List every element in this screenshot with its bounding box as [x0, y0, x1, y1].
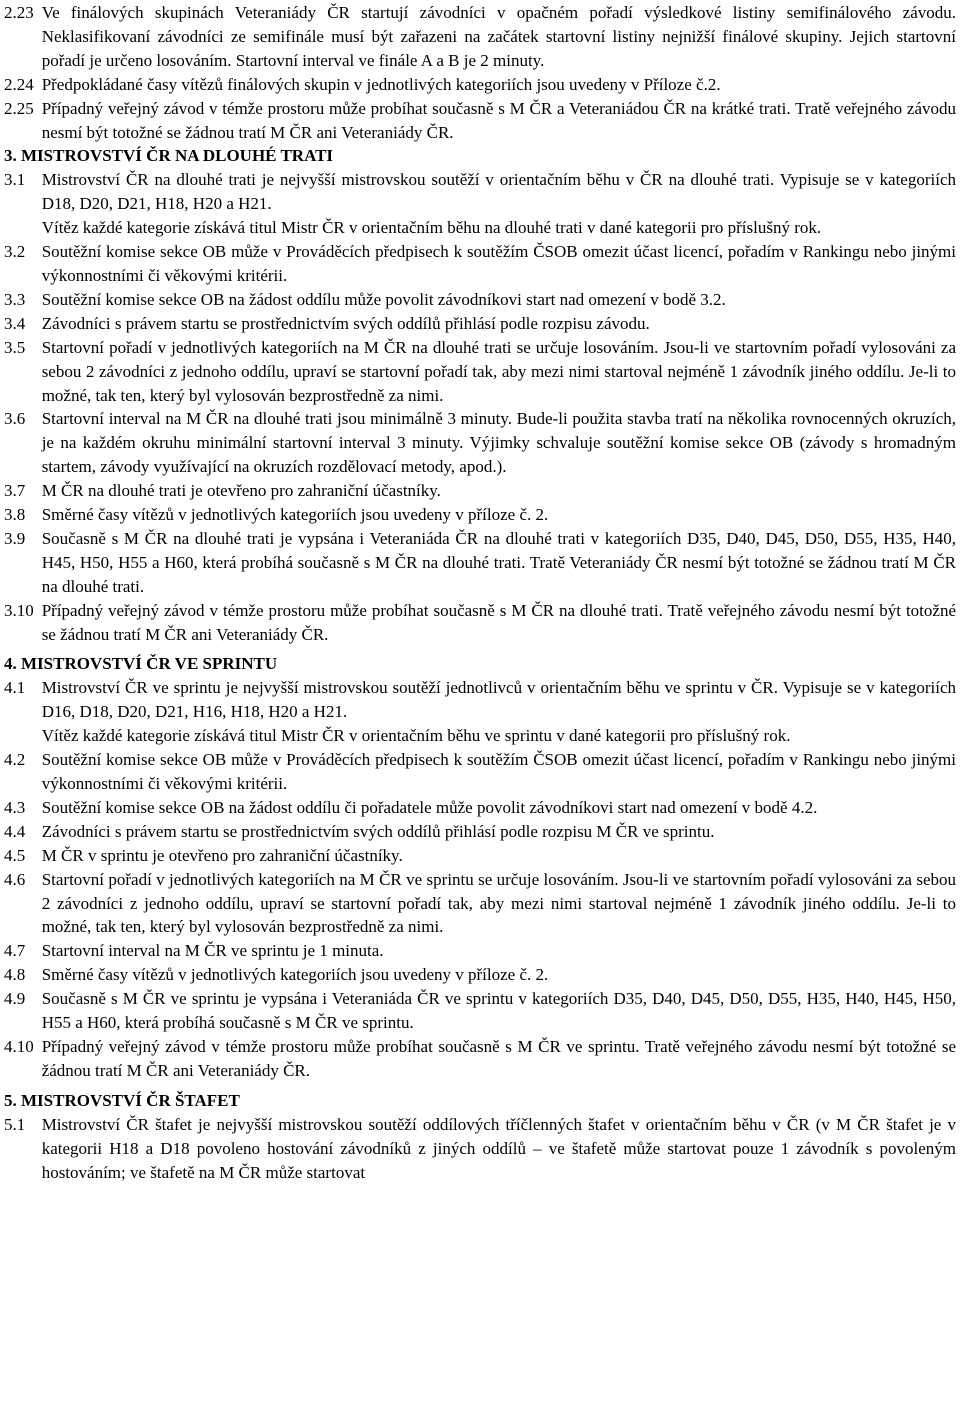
item-number: 4.10 [4, 1036, 34, 1056]
para-3-3 [4, 288, 956, 312]
item-number: 4.5 [4, 845, 26, 865]
para-2-24 [4, 73, 956, 97]
item-text: Soutěžní komise sekce OB na žádost oddílu může povolit závodníkovi start nad omezení v bodě 3.2. [41, 289, 726, 309]
item-number: 3.10 [4, 600, 34, 620]
item-number: 3.4 [4, 313, 26, 333]
item-text: Soutěžní komise sekce OB na žádost oddílu či pořadatele může povolit závodníkovi start nad omezení v bodě 4.2. [41, 797, 818, 817]
item-text: M ČR v sprintu je otevřeno pro zahraniční účastníky. [41, 845, 403, 865]
item-number: 3.9 [4, 528, 26, 548]
para-2-23 [4, 1, 956, 73]
para-3-6 [4, 407, 956, 479]
item-number: 4.6 [4, 869, 26, 889]
item-number: 4.4 [4, 821, 26, 841]
item-text: Soutěžní komise sekce OB může v Prováděcích předpisech k soutěžím ČSOB omezit účast licencí, pořadím v Rankingu nebo jinými výkonnostními či věkovými kritérii. [41, 242, 956, 285]
item-text: Případný veřejný závod v témže prostoru může probíhat současně s M ČR a Veteraniádou ČR na krátké trati. Tratě veřejného závodu nesmí být totožné se žádnou tratí M ČR ani Veteraniády ČR. [41, 98, 956, 142]
item-number: 3.1 [4, 170, 26, 190]
item-number: 3.6 [4, 409, 26, 429]
para-4-2 [4, 748, 956, 796]
para-3-2 [4, 240, 956, 288]
item-text: Směrné časy vítězů v jednotlivých kategoriích jsou uvedeny v příloze č. 2. [41, 965, 549, 985]
para-3-7 [4, 479, 956, 503]
para-4-1-continuation: Vítěz každé kategorie získává titul Mistr ČR v orientačním běhu ve sprintu v dané kategorii pro příslušný rok. [41, 726, 791, 746]
item-number: 3.5 [4, 337, 26, 357]
item-number: 2.23 [4, 3, 34, 22]
para-3-4 [4, 312, 956, 336]
item-number: 4.7 [4, 941, 26, 961]
para-3-5 [4, 336, 956, 408]
para-4-10 [4, 1035, 956, 1083]
item-number: 2.25 [4, 98, 34, 118]
section-heading-5: 5. MISTROVSTVÍ ČR ŠTAFET [4, 1090, 240, 1110]
para-4-6 [4, 868, 956, 940]
section-heading-3: 3. MISTROVSTVÍ ČR NA DLOUHÉ TRATI [4, 146, 334, 166]
para-2-25 [4, 97, 956, 145]
item-text: Současně s M ČR na dlouhé trati je vypsána i Veteraniáda ČR na dlouhé trati v kategoriích D35, D40, D45, D50, D55, H35, H40, H45, H50, H55 a H60, která probíhá současně s M ČR na dlouhé trati. Tratě Veteraniády ČR nesmí být totožné se žádnou tratí M ČR na dlouhé trati. [41, 528, 956, 596]
item-number: 3.2 [4, 242, 26, 262]
item-text: Mistrovství ČR ve sprintu je nejvyšší mistrovskou soutěží jednotlivců v orientačním běhu ve sprintu v ČR. Vypisuje se v kategoriích D16, D18, D20, D21, H16, H18, H20 a H21. [41, 678, 956, 722]
para-3-10 [4, 599, 956, 647]
item-text: Soutěžní komise sekce OB může v Prováděcích předpisech k soutěžím ČSOB omezit účast licencí, pořadím v Rankingu nebo jinými výkonnostními či věkovými kritérii. [41, 750, 956, 793]
item-text: Případný veřejný závod v témže prostoru může probíhat současně s M ČR na dlouhé trati. Tratě veřejného závodu nesmí být totožné se žádnou tratí M ČR ani Veteraniády ČR. [41, 600, 956, 644]
para-4-9 [4, 987, 956, 1035]
item-text: Případný veřejný závod v témže prostoru může probíhat současně s M ČR ve sprintu. Tratě veřejného závodu nesmí být totožné se žádnou tratí M ČR ani Veteraniády ČR. [41, 1036, 956, 1080]
item-number: 4.9 [4, 989, 26, 1009]
item-text: Startovní interval na M ČR ve sprintu je 1 minuta. [41, 941, 384, 961]
para-3-1-continuation: Vítěz každé kategorie získává titul Mistr ČR v orientačním běhu na dlouhé trati v dané kategorii pro příslušný rok. [41, 218, 822, 238]
item-text: Startovní interval na M ČR na dlouhé trati jsou minimálně 3 minuty. Bude-li použita stavba tratí na několika rovnocenných okruzích, je na každém okruhu minimální startovní interval 3 minuty. Výjimky schvaluje soutěžní komise sekce OB (závody s hromadným startem, závody využívající na okruzích rozdělovací metody, apod.). [41, 409, 956, 477]
section-heading-4: 4. MISTROVSTVÍ ČR VE SPRINTU [4, 654, 278, 674]
item-text: Závodníci s právem startu se prostřednictvím svých oddílů přihlásí podle rozpisu M ČR ve sprintu. [41, 821, 715, 841]
para-3-1 [4, 168, 956, 216]
para-4-8 [4, 963, 956, 987]
para-5-1 [4, 1113, 956, 1185]
para-4-3 [4, 796, 956, 820]
item-text: M ČR na dlouhé trati je otevřeno pro zahraniční účastníky. [41, 481, 441, 501]
para-4-5 [4, 844, 956, 868]
item-text: Mistrovství ČR štafet je nejvyšší mistrovskou soutěží oddílových tříčlenných štafet v orientačním běhu v ČR (v M ČR štafet je v kategorii H18 a D18 povoleno hostování závodníků z jiných oddílů – ve štafetě může startovat pouze 1 závodník s povoleným hostováním; ve štafetě na M ČR může startovat [41, 1114, 956, 1182]
item-text: Směrné časy vítězů v jednotlivých kategoriích jsou uvedeny v příloze č. 2. [41, 505, 549, 525]
para-4-4 [4, 820, 956, 844]
item-number: 3.7 [4, 481, 26, 501]
item-number: 4.1 [4, 678, 26, 698]
para-3-8 [4, 503, 956, 527]
item-text: Startovní pořadí v jednotlivých kategoriích na M ČR na dlouhé trati se určuje losováním. Jsou-li ve startovním pořadí vylosováni za sebou 2 závodníci z jednoho oddílu, upraví se startovní pořadí tak, aby mezi nimi startoval nejméně 1 závodník jiného oddílu. Je-li to možné, tak ten, který byl vylosován bezprostředně za nimi. [41, 337, 956, 405]
para-3-9 [4, 527, 956, 599]
para-4-7 [4, 939, 956, 963]
item-text: Startovní pořadí v jednotlivých kategoriích na M ČR ve sprintu se určuje losováním. Jsou-li ve startovním pořadí vylosováni za sebou 2 závodníci z jednoho oddílu, upraví se startovní pořadí tak, aby mezi nimi startoval nejméně 1 závodník jiného oddílu. Je-li to možné, tak ten, který byl vylosován bezprostředně za nimi. [41, 869, 956, 937]
item-text: Mistrovství ČR na dlouhé trati je nejvyšší mistrovskou soutěží v orientačním běhu v ČR na dlouhé trati. Vypisuje se v kategoriích D18, D20, D21, H18, H20 a H21. [41, 170, 956, 214]
item-number: 4.8 [4, 965, 26, 985]
item-number: 4.2 [4, 750, 26, 770]
item-number: 3.8 [4, 505, 26, 525]
item-number: 3.3 [4, 289, 26, 309]
item-text: Předpokládané časy vítězů finálových skupin v jednotlivých kategoriích jsou uvedeny v Příloze č.2. [41, 74, 721, 94]
item-text: Závodníci s právem startu se prostřednictvím svých oddílů přihlásí podle rozpisu závodu. [41, 313, 650, 333]
para-4-1 [4, 676, 956, 724]
item-number: 2.24 [4, 74, 34, 94]
item-number: 4.3 [4, 797, 26, 817]
item-text: Ve finálových skupinách Veteraniády ČR startují závodníci v opačném pořadí výsledkové listiny semifinálového závodu. Neklasifikovaní závodníci ze semifinále musí být zařazeni na začátek startovní listiny nejnižší finálové skupiny. Jejich startovní pořadí je určeno losováním. Startovní interval ve finále A a B je 2 minuty. [41, 3, 956, 70]
item-number: 5.1 [4, 1114, 26, 1134]
item-text: Současně s M ČR ve sprintu je vypsána i Veteraniáda ČR ve sprintu v kategoriích D35, D40, D45, D50, D55, H35, H40, H45, H50, H55 a H60, která probíhá současně s M ČR ve sprintu. [41, 989, 956, 1033]
